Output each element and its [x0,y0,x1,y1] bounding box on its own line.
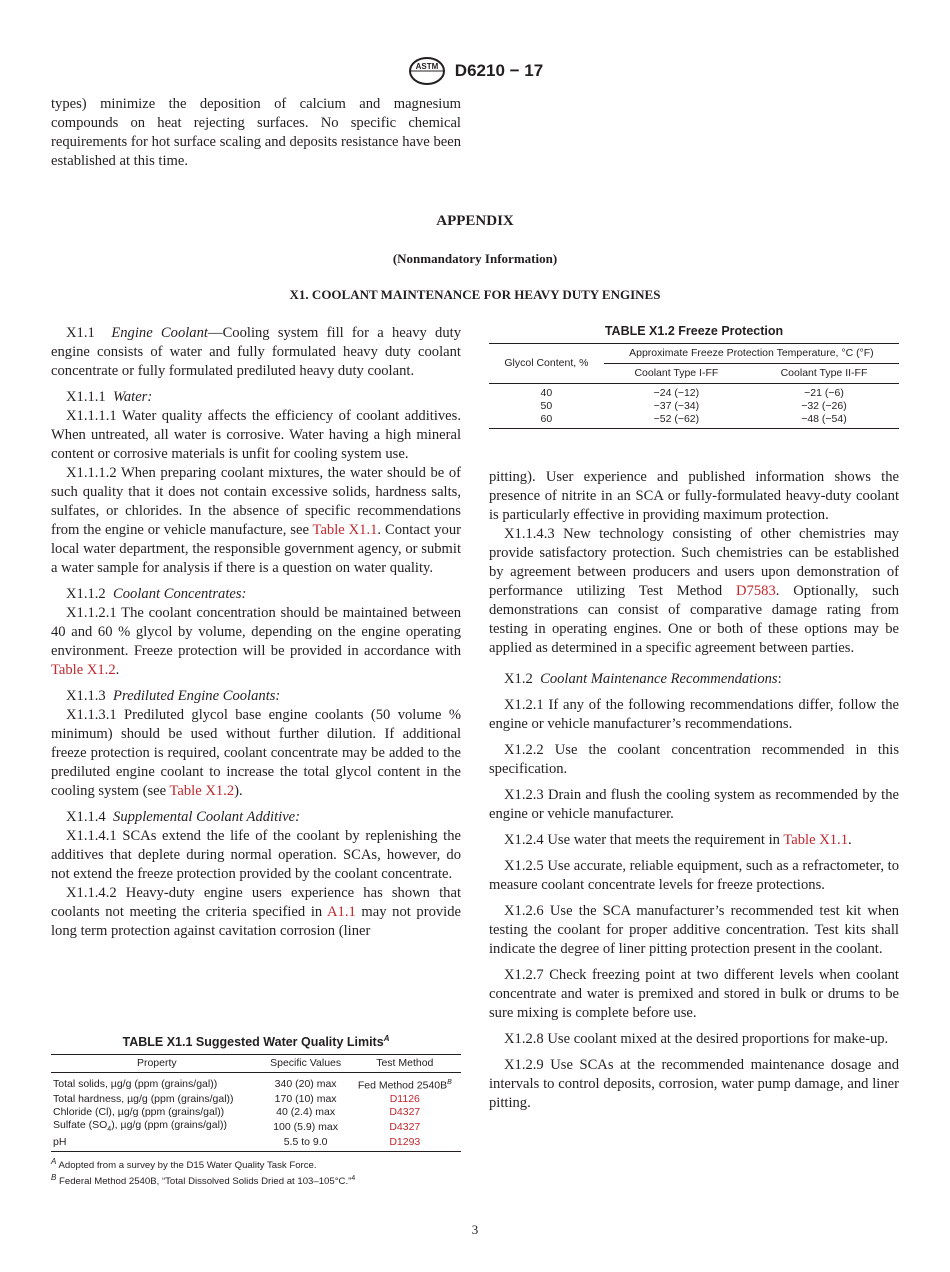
para-x1-2-2: X1.2.2 Use the coolant concentration recommended in this specification. [489,742,899,777]
para-x1-1-1: X1.1.1 Water: [66,389,153,405]
intro-text: types) minimize the deposition of calcium and magnesium compounds on heat rejecting surfaces. No specific chemical requirements for hot surface scaling and deposits resistance have been established at this time. [51,96,461,169]
para-x1-1-3: X1.1.3 Prediluted Engine Coolants: [66,688,281,704]
section-title: X1. COOLANT MAINTENANCE FOR HEAVY DUTY ENGINES [289,287,661,302]
table-header: Glycol Content, % [489,344,604,384]
para-x1-2: X1.2 Coolant Maintenance Recommendations: [504,671,782,687]
para-title: Engine Coolant [111,325,208,341]
intro-paragraph [51,95,461,171]
para-x1-1-3-1: X1.1.3.1 Prediluted glycol base engine coolants (50 volume % minimum) should be used without further dilution. If additional freeze protection is required, coolant concentrate may be added to the prediluted engine coolant to increase the total glycol content in the cooling system (see Table X1.2). [51,707,461,799]
logo-text: ASTM [415,62,439,71]
appendix-title: APPENDIX [436,213,514,229]
para-x1-1-4-1: X1.1.4.1 SCAs extend the life of the coolant by replenishing the additives that deplete during normal operation. SCAs, however, do not extend the freeze protection provided by the coolant concentrate. [51,828,461,882]
para-x1-2-4: X1.2.4 Use water that meets the requirement in Table X1.1. [504,832,852,848]
link-d4327[interactable]: D4327 [389,1105,421,1118]
table-x1-2 [489,324,899,429]
link-d7583[interactable]: D7583 [736,583,776,599]
table-row: 40 −24 (−12) −21 (−6) [540,387,844,399]
link-d1126[interactable]: D1126 [389,1092,420,1105]
para-x1-1-4-2: X1.1.4.2 Heavy-duty engine users experience has shown that coolants not meeting the criteria specified in A1.1 may not provide long term protection against cavitation corrosion (liner [51,885,461,939]
table-row: pH 5.5 to 9.0 D1293 [51,1136,461,1152]
para-x1-1: X1.1 Engine Coolant—Cooling system fill for a heavy duty engine consists of water and fully formulated heavy duty coolant concentrate or fully formulated prediluted heavy duty coolant. [51,325,461,379]
link-table-x1-2[interactable]: Table X1.2 [169,783,235,799]
table-header: Approximate Freeze Protection Temperature, °C (°F) [604,344,899,364]
table-header: Coolant Type I-FF [604,364,749,384]
table-footnote-a: $^A$ Adopted from a survey by the D15 Water Quality Task Force. [51,1156,317,1171]
para-x1-2-6: X1.2.6 Use the SCA manufacturer’s recommended test kit when testing the coolant for proper additive concentration. Test kits shall indicate the degree of liner pitting protection present in the coolant. [489,903,899,957]
page-header [0,56,950,86]
table-row: Total hardness, µg/g (ppm (grains/gal)) 170 (10) max D1126 [51,1093,461,1106]
link-a1-1[interactable]: A1.1 [326,904,356,920]
table-header: Test Method [349,1055,461,1073]
table-row: 50 −37 (−34) −32 (−26) [540,400,847,412]
para-x1-2-9: X1.2.9 Use SCAs at the recommended maintenance dosage and intervals to control deposits, corrosion, water pump damage, and liner pitting. [489,1057,899,1111]
link-d4327[interactable]: D4327 [389,1120,421,1133]
right-column [489,468,899,1113]
page-number: 3 [471,1222,479,1237]
para-x1-1-1-1: X1.1.1.1 Water quality affects the efficiency of coolant additives. When untreated, all water is corrosive. Water having a high mineral content or corrosive materials is unfit for cooling system use. [51,408,461,462]
link-table-x1-1[interactable]: Table X1.1 [783,832,849,848]
link-table-x1-1[interactable]: Table X1.1 [312,522,378,538]
table-row: Sulfate $(SO_4)$, µg/g (ppm (grains/gal)) 100 (5.9) max D4327 [51,1119,461,1136]
link-d1293[interactable]: D1293 [349,1136,461,1152]
para-x1-1-4: X1.1.4 Supplemental Coolant Additive: [66,809,301,825]
para-x1-1-2-1: X1.1.2.1 The coolant concentration should be maintained between 40 and 60 % glycol by volume, depending on the engine operating environment. Freeze protection will be provided in accordance with Table X1.2. [51,605,461,678]
table-header: Specific Values [263,1055,349,1073]
para-x1-1-4-3: X1.1.4.3 New technology consisting of other chemistries may provide satisfactory protection. Such chemistries can be established by agreement between producers and users upon demonstration of performance utilizing Test Method D7583. Optionally, such demonstrations can consist of comparative damage rating from testing in operating engines. One or both of these options may be applied as determined in a specific agreement between parties. [489,526,899,656]
appendix-subtitle: (Nonmandatory Information) [392,251,558,266]
table-row: Chloride (Cl), µg/g (ppm (grains/gal)) 40 (2.4) max D4327 [51,1106,461,1119]
para-x1-2-3: X1.2.3 Drain and flush the cooling system as recommended by the engine or vehicle manufacturer. [489,787,899,822]
left-column [51,324,461,941]
table-header: Property [51,1055,263,1073]
table-x1-1 [51,1034,461,1188]
para-x1-1-1-2: X1.1.1.2 When preparing coolant mixtures, the water should be of such quality that it does not contain excessive solids, hardness salts, sulfates, or chlorides. In the absence of specific recommendations from the engine or vehicle manufacture, see Table X1.1. Contact your local water department, the responsible government agency, or submit a water sample for analysis if there is a question on water quality. [51,465,461,576]
para-x1-2-8: X1.2.8 Use coolant mixed at the desired proportions for make-up. [504,1031,889,1047]
para-x1-2-7: X1.2.7 Check freezing point at two different levels when coolant concentrate and water is premixed and stored in bulk or drums to be sure mixing is complete before use. [489,967,899,1021]
para-continuation: pitting). User experience and published information shows the presence of nitrite in an SCA or fully-formulated heavy-duty coolant is particularly effective in providing maximum protection. [489,469,899,523]
para-x1-1-2: X1.1.2 Coolant Concentrates: [66,586,247,602]
table-footnote-b: $^B$ Federal Method 2540B, “Total Dissolved Solids Dried at 103–105°C.”$^4$ [51,1172,356,1188]
link-table-x1-2[interactable]: Table X1.2 [51,662,116,678]
table-row: Total solids, µg/g (ppm (grains/gal)) 340 (20) max Fed Method $2540B^B$ [53,1077,452,1092]
para-x1-2-5: X1.2.5 Use accurate, reliable equipment, such as a refractometer, to measure coolant concentrate levels for freeze protections. [489,858,899,893]
table-caption: TABLE X1.1 Suggested Water Quality Limits$^A$ [122,1034,390,1050]
para-x1-2-1: X1.2.1 If any of the following recommendations differ, follow the engine or vehicle manufacturer’s recommendations. [489,697,899,732]
table-row: 60 −52 (−62) −48 (−54) [489,413,899,429]
document-designation: D6210 − 17 [454,61,544,80]
table-header: Coolant Type II-FF [749,364,899,384]
astm-logo-icon [407,56,447,86]
table-caption: TABLE X1.2 Freeze Protection [604,324,784,338]
